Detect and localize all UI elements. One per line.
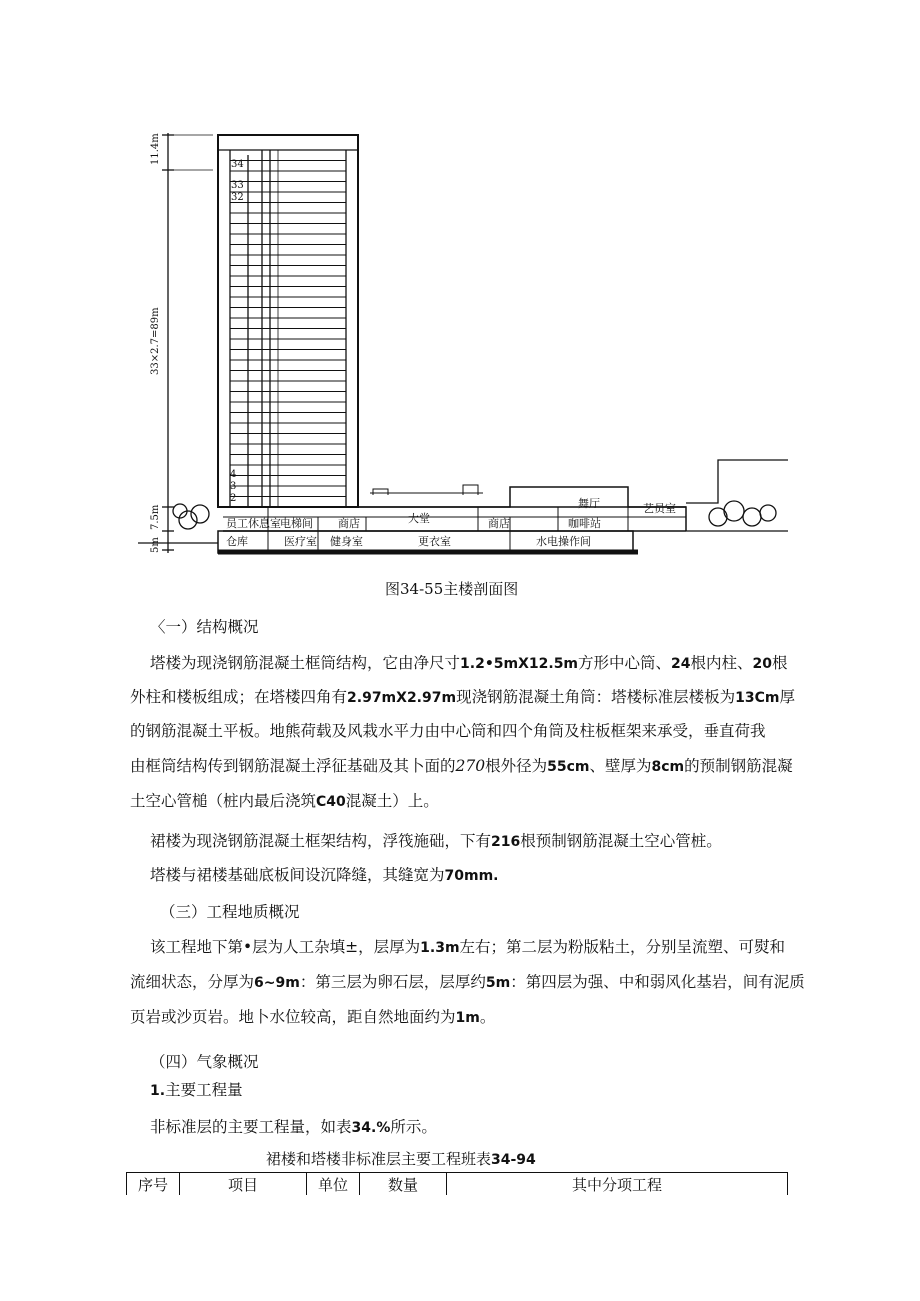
- para-quantities: [150, 1110, 437, 1145]
- text-run: 8cm: [651, 759, 685, 775]
- dim-mid-label: 33×2.7=89m: [150, 307, 161, 375]
- section-title-structure: 〈一）结构概况: [150, 618, 259, 636]
- room-utility: 水电操作间: [536, 535, 591, 548]
- col-header-qty: 数量: [360, 1173, 447, 1196]
- room-gym: 健身室: [330, 535, 363, 548]
- text-run: 34.%: [351, 1120, 391, 1136]
- text-run: 塔楼为现浇钢筋混凝土框筒结构，它由净尺寸: [150, 654, 461, 672]
- text-run: 根: [772, 654, 788, 672]
- floor-label-2: 2: [230, 493, 237, 504]
- col-header-item: 项目: [180, 1173, 307, 1196]
- section-title-geology: （三）工程地质概况: [160, 903, 300, 921]
- text-run: 现浇钢筋混凝土角筒：塔楼标准层楼板为: [456, 688, 736, 706]
- text-run: 2.97mX2.97m: [347, 690, 457, 706]
- para-structure-line1: [150, 646, 788, 681]
- text-run: 13Cm: [735, 690, 780, 706]
- room-storage: 仓库: [226, 535, 248, 548]
- room-dance-hall: 舞厅: [578, 497, 600, 510]
- para-structure-line2: [130, 680, 795, 715]
- room-shop-1: 商店: [338, 517, 360, 530]
- text-run: 外柱和楼板组成；在塔楼四角有: [130, 688, 348, 706]
- para-structure-line5: [130, 784, 439, 819]
- text-run: 根外径为: [485, 757, 548, 775]
- subsection-quantities: [150, 1073, 243, 1108]
- text-run: 5m: [485, 975, 511, 991]
- room-coffee: 咖啡站: [568, 517, 601, 530]
- para-structure-line3: 的钢筋混凝土平板。地熊荷载及风栽水平力由中心筒和四个角筒及柱板框架来承受，垂直荷我: [130, 722, 766, 740]
- section-title-weather: （四）气象概况: [150, 1053, 259, 1071]
- room-medical: 医疗室: [284, 535, 317, 548]
- text-run: 216: [491, 834, 521, 850]
- dim-top-label: 11.4m: [150, 133, 161, 165]
- text-run: 、壁厚为: [589, 757, 652, 775]
- quantities-table: [126, 1172, 788, 1195]
- text-run: 厚: [779, 688, 795, 706]
- text-run: 土空心管槌（桩内最后浇筑: [130, 792, 317, 810]
- text-run: 流细状态，分厚为: [130, 973, 255, 991]
- text-run: 1.2•5mX12.5m: [460, 656, 579, 672]
- text-run: 1.: [150, 1083, 166, 1099]
- text-run: 1m: [455, 1010, 480, 1026]
- text-run: 塔楼与裙楼基础底板间设沉降缝，其缝宽为: [150, 866, 445, 884]
- text-run: 该工程地下第•层为人工杂填±，层厚为: [150, 938, 421, 956]
- room-lobby: 大堂: [408, 512, 430, 525]
- floor-label-32: 32: [231, 192, 244, 203]
- floor-label-33: 33: [231, 180, 244, 191]
- text-run: 页岩或沙页岩。地卜水位较高，距自然地面约为: [130, 1008, 456, 1026]
- text-run: 55cm: [547, 759, 590, 775]
- room-locker: 更衣室: [418, 535, 451, 548]
- room-elevator-hall: 电梯间: [280, 517, 313, 530]
- floor-label-3: 3: [230, 481, 237, 492]
- room-artist: 艺员室: [643, 502, 676, 515]
- dim-base-label: 5m: [150, 537, 161, 553]
- text-run: 方形中心筒、: [578, 654, 672, 672]
- text-run: 24: [671, 656, 691, 672]
- text-run: ：第三层为卵石层，层厚约: [299, 973, 486, 991]
- text-run: 根预制钢筋混凝土空心管桩。: [520, 832, 722, 850]
- figure-caption: 图34-55主楼剖面图: [385, 580, 519, 598]
- text-run: 非标准层的主要工程量，如表: [150, 1118, 352, 1136]
- floor-label-4: 4: [230, 469, 237, 480]
- room-shop-2: 商店: [488, 517, 510, 530]
- building-section-figure: [138, 125, 788, 570]
- para-podium: [150, 824, 722, 859]
- text-run: 20: [752, 656, 773, 672]
- text-run: ：第四层为强、中和弱风化基岩，间有泥质: [510, 973, 805, 991]
- text-run: 6~9m: [254, 975, 300, 991]
- para-structure-line4: [130, 749, 793, 784]
- text-run: 所示。: [390, 1118, 437, 1136]
- text-run: 左右；第二层为粉版粘土，分别呈流塑、可熨和: [459, 938, 786, 956]
- col-header-subitems: 其中分项工程: [447, 1173, 788, 1196]
- para-geology-line1: [150, 930, 785, 965]
- text-run: C40: [316, 794, 346, 810]
- text-run: 裙楼为现浇钢筋混凝土框架结构，浮筏施础，下有: [150, 832, 492, 850]
- text-run: 混凝土）上。: [345, 792, 439, 810]
- text-run: 270: [455, 757, 486, 775]
- floor-label-34: 34: [231, 159, 244, 170]
- table-header-row: [127, 1173, 788, 1196]
- para-joint: [150, 858, 499, 893]
- text-run: 34-94: [491, 1152, 536, 1168]
- text-run: 主要工程量: [165, 1081, 243, 1099]
- para-geology-line2: [130, 965, 805, 1000]
- text-run: 的预制钢筋混凝: [684, 757, 793, 775]
- text-run: 。: [479, 1008, 496, 1026]
- dim-low-label: 7.5m: [150, 504, 161, 530]
- text-run: 由框筒结构传到钢筋混凝土浮征基础及其卜面的: [130, 757, 456, 775]
- text-run: 70mm.: [444, 868, 499, 884]
- room-staff-lounge: 员工休息室: [226, 517, 281, 530]
- col-header-unit: 单位: [307, 1173, 360, 1196]
- para-geology-line3: [130, 1000, 495, 1035]
- col-header-no: 序号: [127, 1173, 180, 1196]
- text-run: 裙楼和塔楼非标准层主要工程班表: [266, 1150, 492, 1168]
- text-run: 根内柱、: [690, 654, 753, 672]
- text-run: 1.3m: [420, 940, 460, 956]
